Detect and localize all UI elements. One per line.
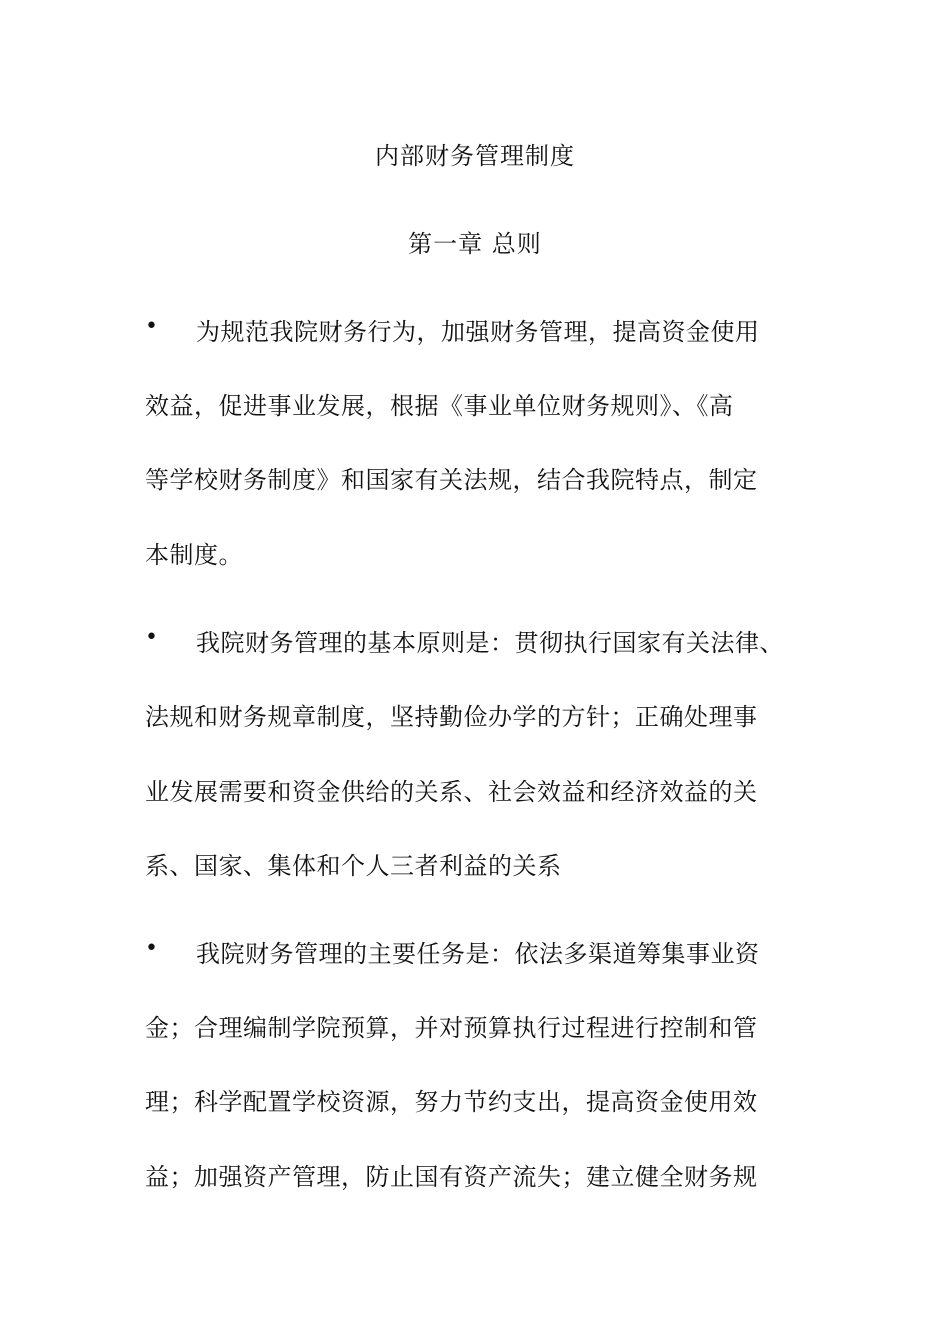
paragraph-line: 效益，促进事业发展，根据《事业单位财务规则》、《高 <box>145 392 734 420</box>
bullet-marker: • <box>145 936 158 961</box>
paragraph-line: 本制度。 <box>145 541 243 569</box>
paragraph-line: 金；合理编制学院预算，并对预算执行过程进行控制和管 <box>145 1014 758 1042</box>
bullet-marker: • <box>145 314 158 339</box>
chapter-heading: 第一章 总则 <box>408 230 542 258</box>
paragraph-line: 益；加强资产管理，防止国有资产流失；建立健全财务规 <box>145 1163 758 1191</box>
paragraph-line: 系、国家、集体和个人三者利益的关系 <box>145 852 562 880</box>
paragraph-line: 等学校财务制度》和国家有关法规，结合我院特点，制定 <box>145 466 758 494</box>
document-title: 内部财务管理制度 <box>375 142 575 170</box>
paragraph-line: 我院财务管理的基本原则是：贯彻执行国家有关法律、 <box>196 629 784 657</box>
paragraph-line: 为规范我院财务行为，加强财务管理，提高资金使用 <box>196 318 760 346</box>
paragraph-line: 我院财务管理的主要任务是：依法多渠道筹集事业资 <box>196 940 760 968</box>
paragraph-line: 业发展需要和资金供给的关系、社会效益和经济效益的关 <box>145 778 758 806</box>
bullet-marker: • <box>145 625 158 650</box>
paragraph-line: 法规和财务规章制度，坚持勤俭办学的方针；正确处理事 <box>145 703 758 731</box>
paragraph-line: 理；科学配置学校资源，努力节约支出，提高资金使用效 <box>145 1088 758 1116</box>
